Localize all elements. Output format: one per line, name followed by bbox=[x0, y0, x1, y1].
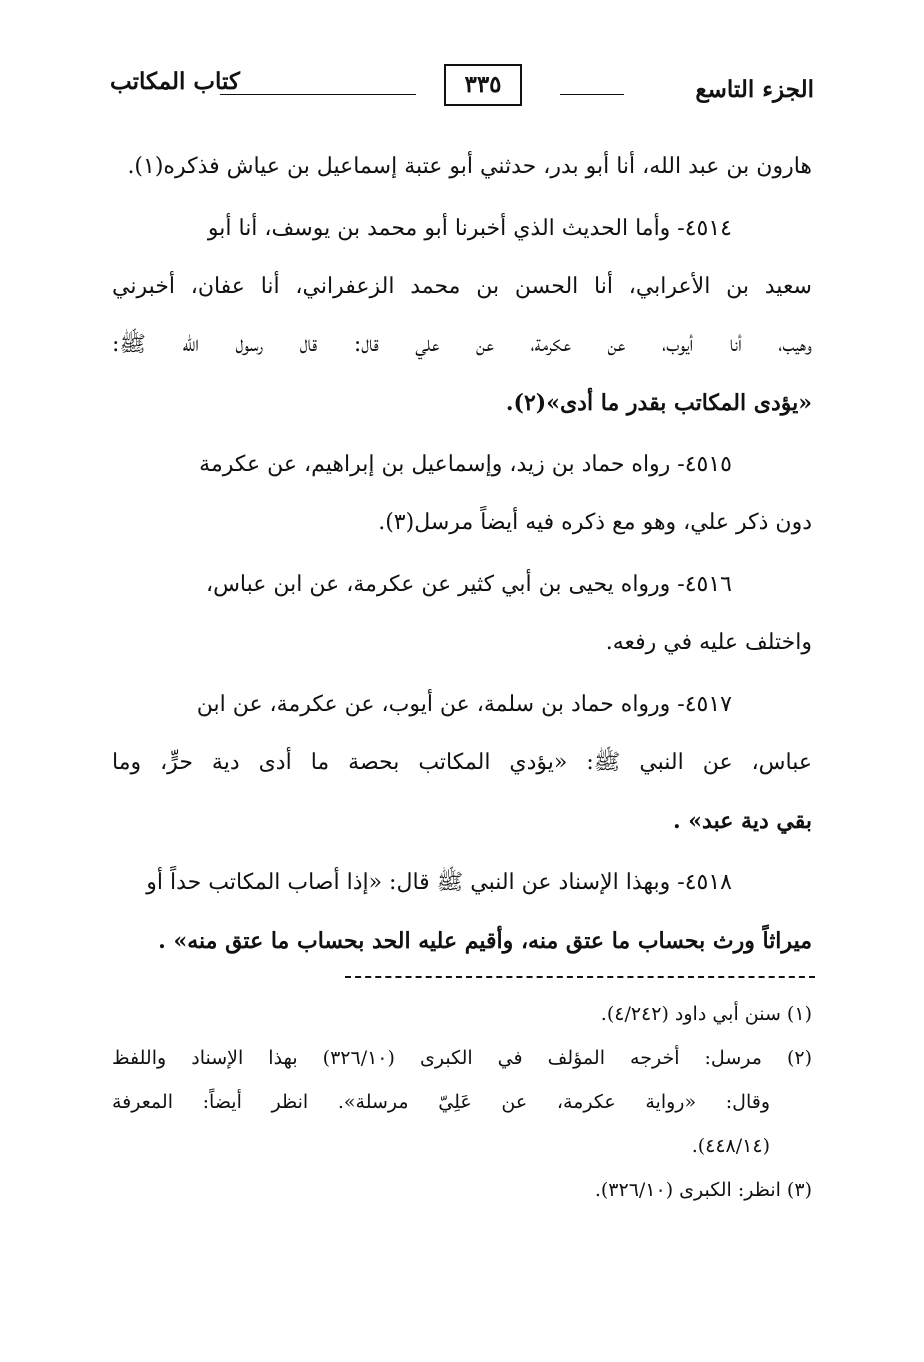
hadith-4515-line: ٤٥١٥- رواه حماد بن زيد، وإسماعيل بن إبراهيم، عن عكرمة bbox=[199, 452, 732, 477]
page-number: ٣٣٥ bbox=[444, 64, 522, 106]
footnote-3: (٣) انظر: الكبرى (٣٢٦/١٠). bbox=[594, 1179, 812, 1201]
footnote-2: (٢) مرسل: أخرجه المؤلف في الكبرى (٣٢٦/١٠) بهذا الإسناد واللفظ bbox=[112, 1047, 812, 1069]
text-line: سعيد بن الأعرابي، أنا الحسن بن محمد الزعفراني، أنا عفان، أخبرني bbox=[112, 274, 812, 299]
volume-label: الجزء التاسع bbox=[695, 76, 814, 103]
footnote-separator bbox=[345, 976, 815, 978]
text-line: هارون بن عبد الله، أنا أبو بدر، حدثني أبو عتبة إسماعيل بن عياش فذكره(١). bbox=[127, 154, 812, 179]
page-header bbox=[110, 58, 814, 122]
footnote-2-cont: وقال: «رواية عكرمة، عن عَلِيّ مرسلة». انظر أيضاً: المعرفة bbox=[112, 1091, 770, 1113]
main-text bbox=[112, 138, 812, 970]
footnotes bbox=[112, 992, 812, 1212]
hadith-quote-line: ميراثاً ورث بحساب ما عتق منه، وأقيم عليه الحد بحساب ما عتق منه» . bbox=[158, 928, 812, 954]
hadith-4516-line: ٤٥١٦- ورواه يحيى بن أبي كثير عن عكرمة، عن ابن عباس، bbox=[205, 572, 732, 597]
hadith-4518-line: ٤٥١٨- وبهذا الإسناد عن النبي ﷺ قال: «إذا أصاب المكاتب حداً أو bbox=[146, 870, 732, 895]
header-rule-right bbox=[560, 94, 624, 95]
text-line: وهيب، أنا أيوب، عن عكرمة، عن علي قال: قال رسول الله ﷺ: bbox=[112, 332, 812, 357]
hadith-quote-line: عباس، عن النبي ﷺ: «يؤدي المكاتب بحصة ما أدى دية حرٍّ، وما bbox=[112, 750, 812, 775]
book-title: كتاب المكاتب bbox=[110, 68, 240, 95]
text-line: دون ذكر علي، وهو مع ذكره فيه أيضاً مرسل(٣). bbox=[378, 510, 812, 535]
hadith-4517-line: ٤٥١٧- ورواه حماد بن سلمة، عن أيوب، عن عكرمة، عن ابن bbox=[196, 692, 732, 717]
header-rule-left bbox=[220, 94, 416, 95]
footnote-1: (١) سنن أبي داود (٤/٢٤٢). bbox=[600, 1003, 812, 1025]
hadith-quote-line: «يؤدى المكاتب بقدر ما أدى»(٢). bbox=[505, 390, 812, 416]
hadith-4514-line: ٤٥١٤- وأما الحديث الذي أخبرنا أبو محمد بن يوسف، أنا أبو bbox=[207, 216, 732, 241]
hadith-quote-line: بقي دية عبد» . bbox=[672, 808, 812, 834]
footnote-2-cont: (٤٤٨/١٤). bbox=[691, 1135, 770, 1157]
text-line: واختلف عليه في رفعه. bbox=[605, 630, 812, 655]
